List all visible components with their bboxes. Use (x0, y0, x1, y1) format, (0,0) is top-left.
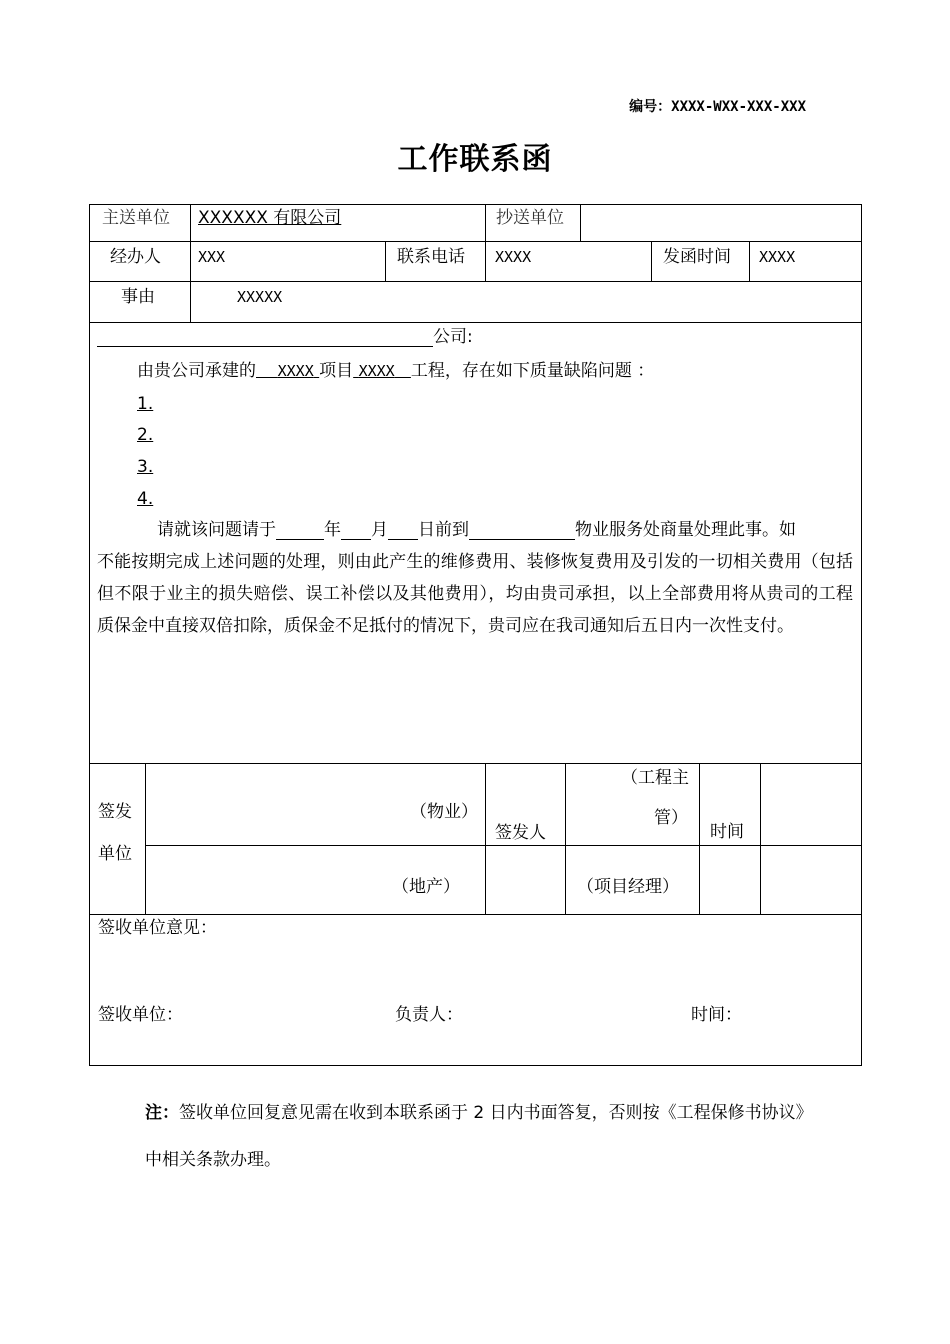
place-blank (469, 521, 575, 540)
request-suffix: 物业服务处商量处理此事。如 (575, 520, 796, 540)
signer-label: 签发人 (495, 823, 546, 843)
page-title: 工作联系函 (397, 142, 553, 177)
project-label: 项目 (319, 361, 354, 381)
company-suffix: 公司: (433, 327, 473, 347)
day-blank (388, 521, 418, 540)
request-prefix: 请就该问题请于 (157, 520, 276, 540)
intro-prefix: 由贵公司承建的 (137, 361, 256, 381)
issuing-unit-label-1: 签发 (98, 802, 132, 822)
defect-item: 3. (137, 457, 154, 477)
company-line (97, 327, 473, 347)
receipt-time-label: 时间： (691, 1005, 742, 1025)
month-blank (341, 521, 371, 540)
year-label: 年 (324, 520, 341, 540)
request-line (157, 520, 796, 540)
company-blank (97, 328, 433, 347)
cc-label: 抄送单位 (496, 208, 564, 228)
receipt-person-label: 负责人： (395, 1005, 463, 1025)
receipt-unit-label: 签收单位： (98, 1005, 183, 1025)
phone-value: XXXX (495, 248, 532, 266)
intro-suffix: 工程，存在如下质量缺陷问题 ： (410, 361, 655, 381)
property-label: （物业） (410, 802, 478, 822)
project-manager-label: （项目经理） (577, 877, 679, 897)
month-label: 月 (371, 520, 388, 540)
project-value: XXXX (277, 362, 314, 380)
date-value: XXXX (759, 248, 796, 266)
liability-paragraph: 不能按期完成上述问题的处理，则由此产生的维修费用、装修恢复费用及引发的一切相关费用（包括但不限于业主的损失赔偿、误工补偿以及其他费用），均由贵司承担，以上全部费用将从贵司的工程质保金中直接双倍扣除，质保金不足抵付的情况下，贵司应在我司通知后五日内一次性支付。 (97, 552, 853, 636)
intro-line (137, 361, 654, 381)
footer-note (145, 1090, 825, 1184)
handler-value: XXX (198, 248, 226, 266)
engineering-manager-label-1: （工程主 (621, 768, 689, 788)
year-blank (276, 521, 324, 540)
sender-label: 主送单位 (102, 208, 170, 228)
sender-value: XXXXXX 有限公司 (198, 208, 342, 228)
receipt-opinion-label: 签收单位意见： (98, 918, 217, 938)
defect-item: 2. (137, 425, 154, 445)
date-label: 发函时间 (663, 247, 731, 267)
engineering-manager-label-2: 管） (654, 808, 688, 828)
phone-label: 联系电话 (397, 247, 465, 267)
real-estate-label: （地产） (392, 877, 460, 897)
handler-label: 经办人 (110, 247, 161, 267)
reason-value: XXXXX (237, 288, 283, 306)
defect-item: 1. (137, 394, 154, 414)
footer-note-bold: 注： (145, 1103, 179, 1123)
reason-label: 事由 (121, 287, 155, 307)
day-label: 日前到 (418, 520, 469, 540)
defect-item: 4. (137, 489, 154, 509)
issuing-unit-label-2: 单位 (98, 844, 132, 864)
time-label: 时间 (710, 822, 744, 842)
document-number-label: 编号： (629, 99, 672, 115)
footer-note-text: 签收单位回复意见需在收到本联系函于 2 日内书面答复，否则按《工程保修书协议》中相关条款办理。 (145, 1103, 813, 1170)
document-number-value: XXXX-WXX-XXX-XXX (671, 99, 806, 115)
engineering-value: XXXX (358, 362, 395, 380)
document-number (629, 96, 806, 116)
